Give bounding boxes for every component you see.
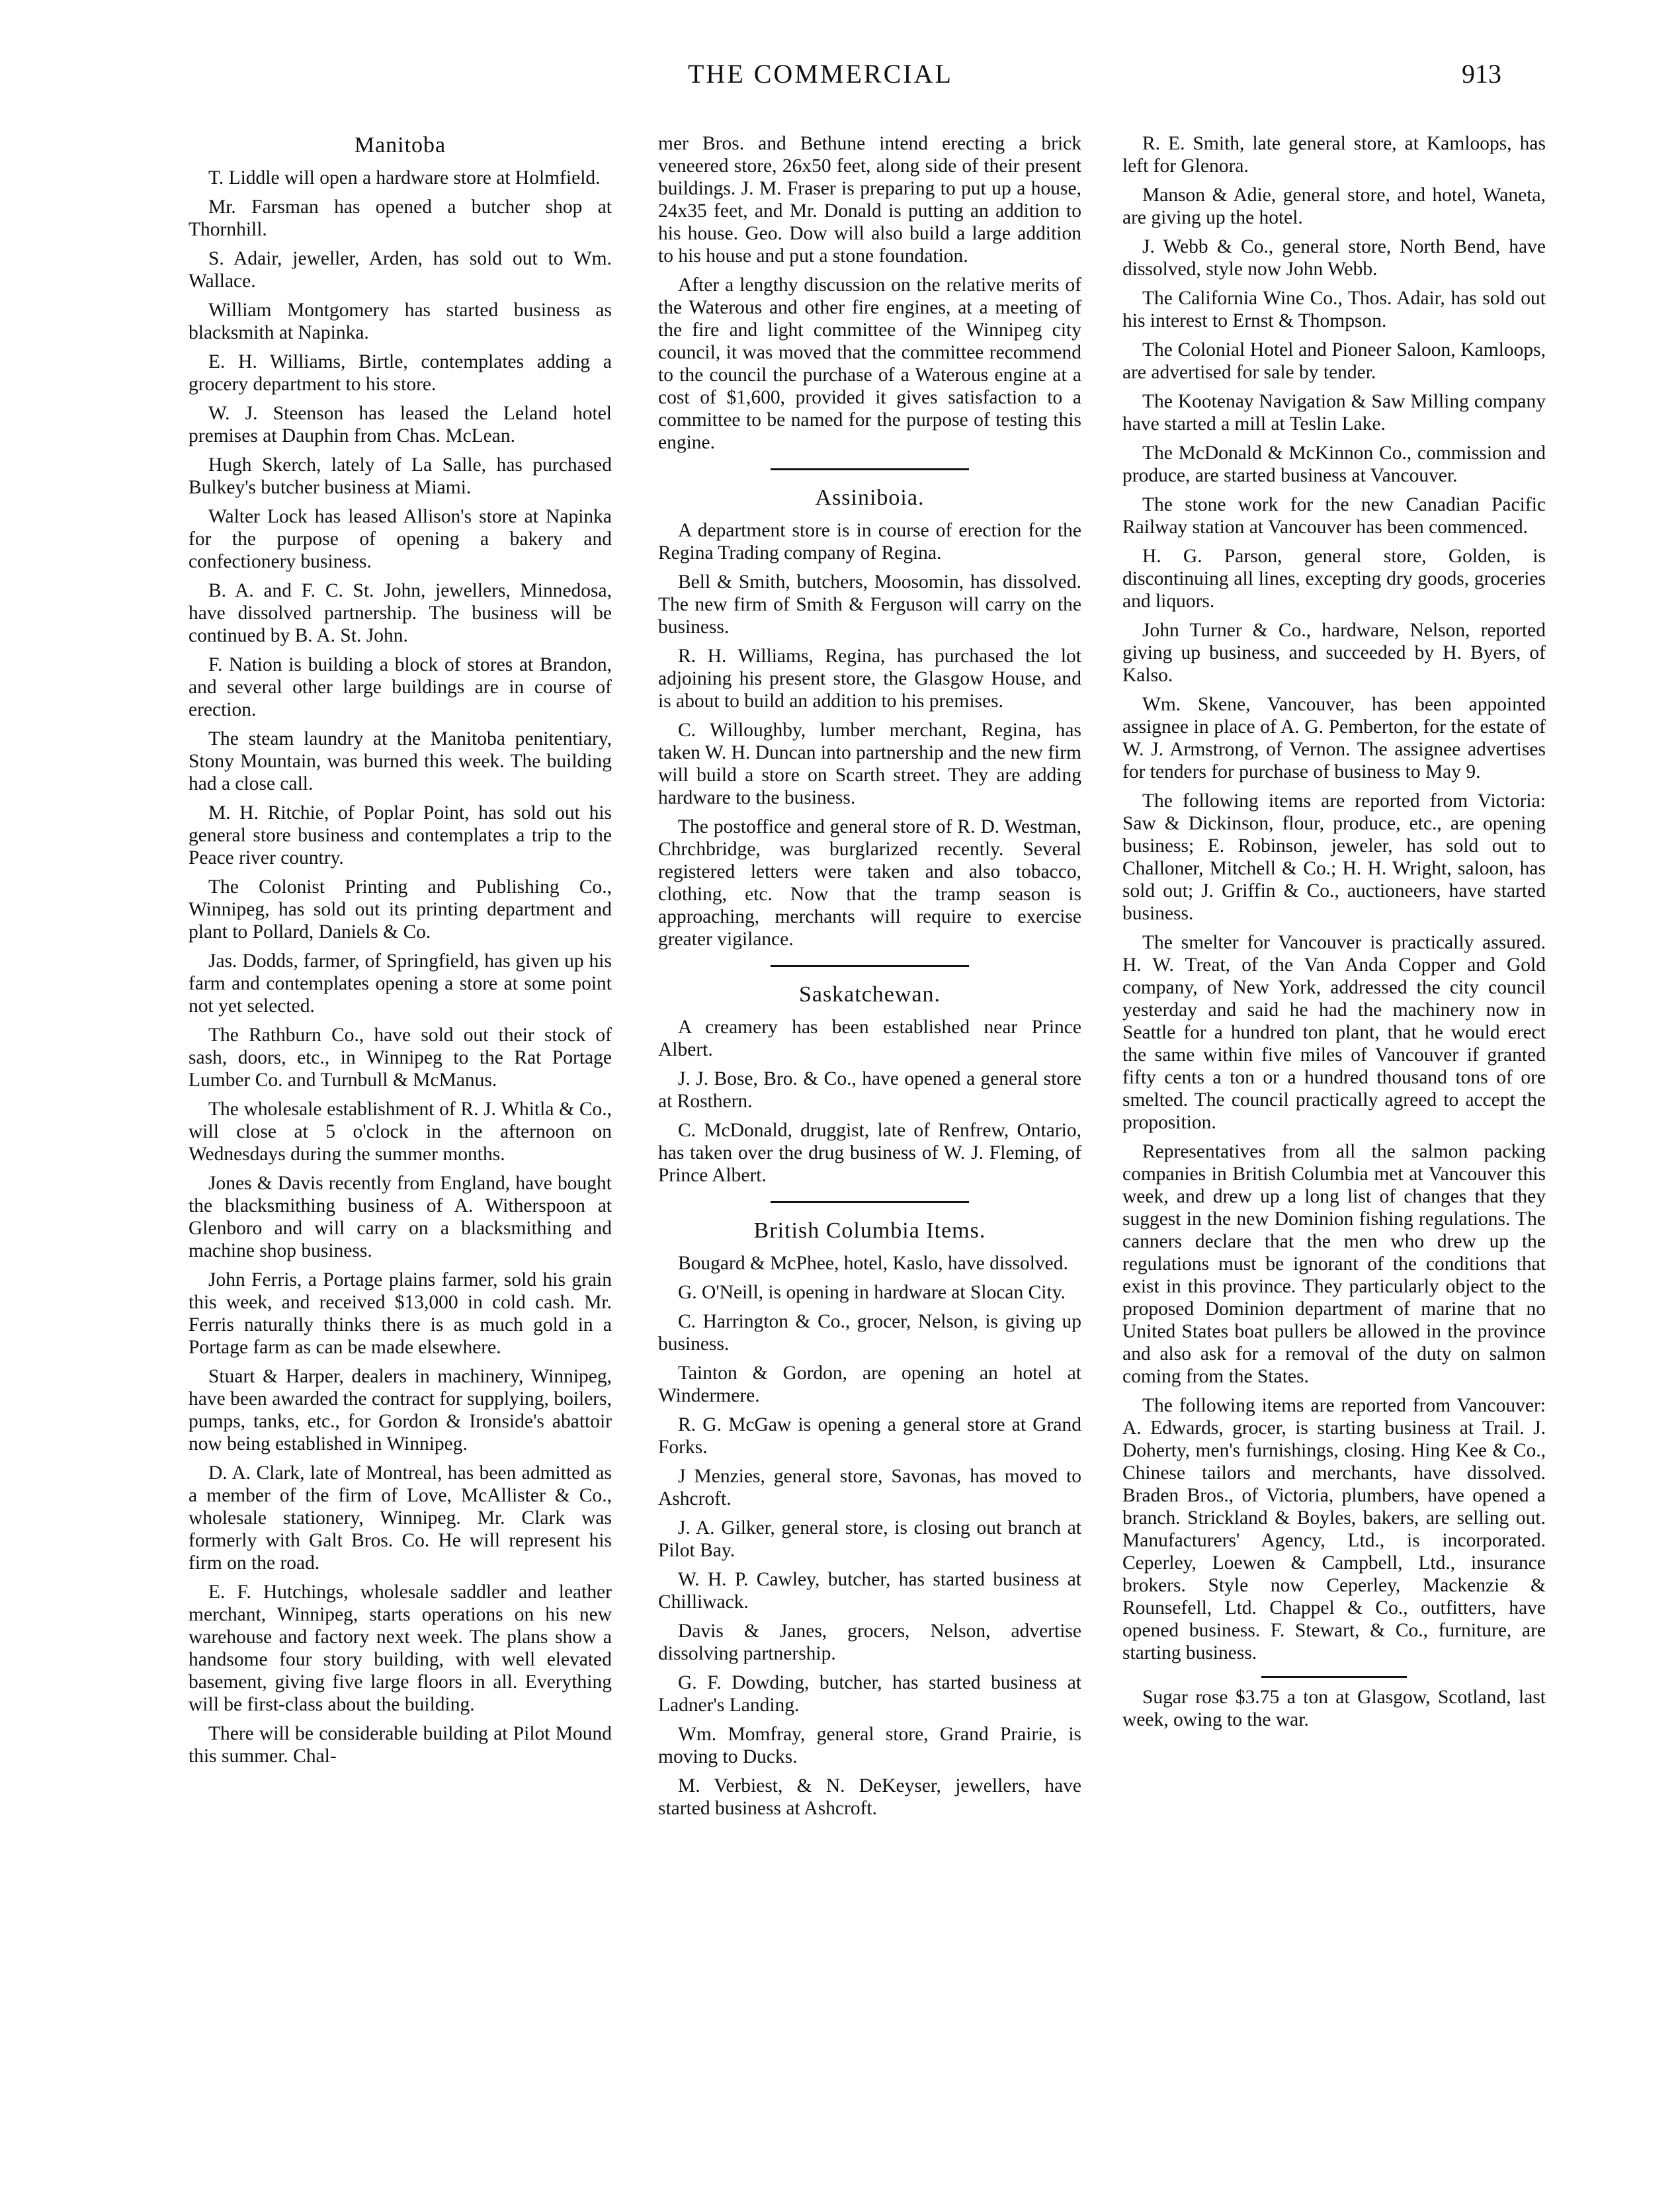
news-item: Wm. Momfray, general store, Grand Prairie, is moving to Ducks. bbox=[658, 1724, 1081, 1767]
news-item: Wm. Skene, Vancouver, has been appointed assignee in place of A. G. Pemberton, for the estate of W. J. Armstrong, of Vernon. The assignee advertises for tenders for purchase of business to May 9. bbox=[1122, 694, 1546, 782]
news-item: Davis & Janes, grocers, Nelson, advertise dissolving partnership. bbox=[658, 1621, 1081, 1664]
news-item: A creamery has been established near Prince Albert. bbox=[658, 1017, 1081, 1060]
news-item: E. F. Hutchings, wholesale saddler and leather merchant, Winnipeg, starts operations on his new warehouse and factory next week. The plans show a handsome four story building, with well elevated basement, giving five large floors in all. Everything will be first-class about the building. bbox=[189, 1582, 612, 1715]
news-item: S. Adair, jeweller, Arden, has sold out to Wm. Wallace. bbox=[189, 248, 612, 292]
news-item: Manson & Adie, general store, and hotel, Waneta, are giving up the hotel. bbox=[1122, 185, 1546, 228]
news-item: C. McDonald, druggist, late of Renfrew, Ontario, has taken over the drug business of W. J. Fleming, of Prince Albert. bbox=[658, 1120, 1081, 1186]
section-divider bbox=[771, 1201, 969, 1203]
news-item: The Rathburn Co., have sold out their stock of sash, doors, etc., in Winnipeg to the Rat Portage Lumber Co. and Turnbull & McManus. bbox=[189, 1025, 612, 1091]
news-item: The steam laundry at the Manitoba penitentiary, Stony Mountain, was burned this week. The building had a close call. bbox=[189, 728, 612, 794]
news-item: The smelter for Vancouver is practically assured. H. W. Treat, of the Van Anda Copper and Gold company, of New York, addressed the city council yesterday and said he had the machinery now in Seattle for a hundred ton plant, that he would erect the same within five miles of Vancouver if granted fifty cents a ton or a hundred thousand tons of ore smelted. The council practically agreed to accept the proposition. bbox=[1122, 932, 1546, 1133]
news-item: The wholesale establishment of R. J. Whitla & Co., will close at 5 o'clock in the afternoon on Wednesdays during the summer months. bbox=[189, 1099, 612, 1165]
news-item: W. H. P. Cawley, butcher, has started business at Chilliwack. bbox=[658, 1569, 1081, 1613]
section-heading-saskatchewan: Saskatchewan. bbox=[798, 982, 941, 1007]
news-item: Representatives from all the salmon packing companies in British Columbia met at Vancouver this week, and drew up a long list of changes that they suggest in the new Dominion fishing regulations. The canners declare that the men who drew up the regulations must be ignorant of the conditions that exist in this province. They particularly object to the proposed Dominion department of marine that no United States boat pullers be allowed in the province and also ask for a removal of the duty on salmon coming from the States. bbox=[1122, 1141, 1546, 1387]
news-item: W. J. Steenson has leased the Leland hotel premises at Dauphin from Chas. McLean. bbox=[189, 403, 612, 446]
news-item: R. E. Smith, late general store, at Kamloops, has left for Glenora. bbox=[1122, 133, 1546, 177]
news-item: The following items are reported from Victoria: Saw & Dickinson, flour, produce, etc., are opening business; E. Robinson, jeweler, has sold out to Challoner, Mitchell & Co.; H. H. Wright, saloon, has sold out; J. Griffin & Co., auctioneers, have started business. bbox=[1122, 790, 1546, 924]
news-item: F. Nation is building a block of stores at Brandon, and several other large buildings are in course of erection. bbox=[189, 654, 612, 720]
column-3 bbox=[1122, 132, 1546, 1738]
news-item: J. A. Gilker, general store, is closing out branch at Pilot Bay. bbox=[658, 1517, 1081, 1561]
news-item: R. G. McGaw is opening a general store at Grand Forks. bbox=[658, 1414, 1081, 1458]
section-heading-british-columbia: British Columbia Items. bbox=[753, 1218, 986, 1243]
news-item: Bougard & McPhee, hotel, Kaslo, have dissolved. bbox=[678, 1253, 1068, 1274]
news-item: Stuart & Harper, dealers in machinery, Winnipeg, have been awarded the contract for supplying, boilers, pumps, tanks, etc., for Gordon & Ironside's abattoir now being established in Winnipeg. bbox=[189, 1366, 612, 1455]
news-item: J. J. Bose, Bro. & Co., have opened a general store at Rosthern. bbox=[658, 1068, 1081, 1112]
news-item: The stone work for the new Canadian Pacific Railway station at Vancouver has been commenced. bbox=[1122, 494, 1546, 538]
news-item: J Menzies, general store, Savonas, has moved to Ashcroft. bbox=[658, 1466, 1081, 1509]
news-item: John Turner & Co., hardware, Nelson, reported giving up business, and succeeded by H. Byers, of Kalso. bbox=[1122, 620, 1546, 686]
continued-item: mer Bros. and Bethune intend erecting a brick veneered store, 26x50 feet, along side of their present buildings. J. M. Fraser is preparing to put up a house, 24x35 feet, and Mr. Donald is putting an addition to his house. Geo. Dow will also build a large addition to his house and put a stone foundation. bbox=[658, 133, 1081, 267]
section-heading-assiniboia: Assiniboia. bbox=[815, 485, 925, 510]
page-number: 913 bbox=[1462, 59, 1501, 89]
news-item: M. H. Ritchie, of Poplar Point, has sold out his general store business and contemplates a trip to the Peace river country. bbox=[189, 802, 612, 868]
news-item: Bell & Smith, butchers, Moosomin, has dissolved. The new firm of Smith & Ferguson will carry on the business. bbox=[658, 571, 1081, 638]
news-item: G. O'Neill, is opening in hardware at Slocan City. bbox=[678, 1282, 1066, 1303]
news-item: G. F. Dowding, butcher, has started business at Ladner's Landing. bbox=[658, 1672, 1081, 1716]
news-item: The California Wine Co., Thos. Adair, has sold out his interest to Ernst & Thompson. bbox=[1122, 288, 1546, 331]
news-item: C. Harrington & Co., grocer, Nelson, is giving up business. bbox=[658, 1311, 1081, 1355]
section-divider bbox=[1261, 1676, 1407, 1678]
news-item: The Colonial Hotel and Pioneer Saloon, Kamloops, are advertised for sale by tender. bbox=[1122, 339, 1546, 383]
publication-title: THE COMMERCIAL bbox=[688, 59, 953, 89]
news-item: After a lengthy discussion on the relative merits of the Waterous and other fire engines, at a meeting of the fire and light committee of the Winnipeg city council, it was moved that the committee recommend to the council the purchase of a Waterous engine at a cost of $1,600, provided it gives satisfaction to a committee to be named for the purpose of testing this engine. bbox=[658, 274, 1081, 453]
news-item: D. A. Clark, late of Montreal, has been admitted as a member of the firm of Love, McAllister & Co., wholesale stationery, Winnipeg. Mr. Clark was formerly with Galt Bros. Co. He will represent his firm on the road. bbox=[189, 1462, 612, 1574]
news-item: The postoffice and general store of R. D. Westman, Chrchbridge, was burglarized recently. Several registered letters were taken and also tobacco, clothing, etc. Now that the tramp season is approaching, merchants will require to exercise greater vigilance. bbox=[658, 816, 1081, 950]
column-2 bbox=[658, 132, 1081, 1826]
page-header bbox=[0, 58, 1680, 111]
news-item: M. Verbiest, & N. DeKeyser, jewellers, have started business at Ashcroft. bbox=[658, 1775, 1081, 1819]
news-item: Tainton & Gordon, are opening an hotel at Windermere. bbox=[658, 1363, 1081, 1406]
news-item: Mr. Farsman has opened a butcher shop at Thornhill. bbox=[189, 196, 612, 240]
news-item: The McDonald & McKinnon Co., commission and produce, are started business at Vancouver. bbox=[1122, 443, 1546, 486]
section-divider bbox=[771, 468, 969, 470]
news-item: R. H. Williams, Regina, has purchased the lot adjoining his present store, the Glasgow House, and is about to build an addition to his premises. bbox=[658, 646, 1081, 712]
news-item: E. H. Williams, Birtle, contemplates adding a grocery department to his store. bbox=[189, 351, 612, 395]
news-item: Jas. Dodds, farmer, of Springfield, has given up his farm and contemplates opening a store at some point not yet selected. bbox=[189, 950, 612, 1017]
news-item: Walter Lock has leased Allison's store at Napinka for the purpose of opening a bakery and confectionery business. bbox=[189, 506, 612, 572]
news-item: The following items are reported from Vancouver: A. Edwards, grocer, is starting business at Trail. J. Doherty, men's furnishings, closing. Hing Kee & Co., Chinese tailors and merchants, have dissolved. Braden Bros., of Victoria, plumbers, have opened a branch. Strickland & Boyles, bakers, are selling out. Manufacturers' Agency, Ltd., is incorporated. Ceperley, Loewen & Campbell, Ltd., insurance brokers. Style now Ceperley, Mackenzie & Rounsefell, Ltd. Chappel & Co., outfitters, have opened business. F. Stewart, & Co., furniture, are starting business. bbox=[1122, 1395, 1546, 1664]
news-item: Jones & Davis recently from England, have bought the blacksmithing business of A. Witherspoon at Glenboro and will carry on a blacksmithing and machine shop business. bbox=[189, 1173, 612, 1261]
news-item: Sugar rose $3.75 a ton at Glasgow, Scotland, last week, owing to the war. bbox=[1122, 1687, 1546, 1730]
news-item: William Montgomery has started business as blacksmith at Napinka. bbox=[189, 300, 612, 343]
news-item: C. Willoughby, lumber merchant, Regina, has taken W. H. Duncan into partnership and the new firm will build a store on Scarth street. They are adding hardware to the business. bbox=[658, 720, 1081, 808]
section-divider bbox=[771, 965, 969, 967]
column-1 bbox=[189, 132, 612, 1774]
section-heading-manitoba: Manitoba bbox=[354, 133, 446, 157]
news-item: T. Liddle will open a hardware store at Holmfield. bbox=[208, 167, 601, 189]
news-item: A department store is in course of erection for the Regina Trading company of Regina. bbox=[658, 520, 1081, 564]
news-item: J. Webb & Co., general store, North Bend, have dissolved, style now John Webb. bbox=[1122, 236, 1546, 280]
news-item: John Ferris, a Portage plains farmer, sold his grain this week, and received $13,000 in cold cash. Mr. Ferris naturally thinks there is as much gold in a Portage farm as can be made elsewhere. bbox=[189, 1269, 612, 1358]
news-item: The Colonist Printing and Publishing Co., Winnipeg, has sold out its printing department and plant to Pollard, Daniels & Co. bbox=[189, 876, 612, 943]
news-item: Hugh Skerch, lately of La Salle, has purchased Bulkey's butcher business at Miami. bbox=[189, 454, 612, 498]
news-item: There will be considerable building at Pilot Mound this summer. Chal- bbox=[189, 1723, 612, 1767]
news-item: The Kootenay Navigation & Saw Milling company have started a mill at Teslin Lake. bbox=[1122, 391, 1546, 435]
news-item: H. G. Parson, general store, Golden, is discontinuing all lines, excepting dry goods, groceries and liquors. bbox=[1122, 546, 1546, 612]
news-item: B. A. and F. C. St. John, jewellers, Minnedosa, have dissolved partnership. The business will be continued by B. A. St. John. bbox=[189, 580, 612, 646]
